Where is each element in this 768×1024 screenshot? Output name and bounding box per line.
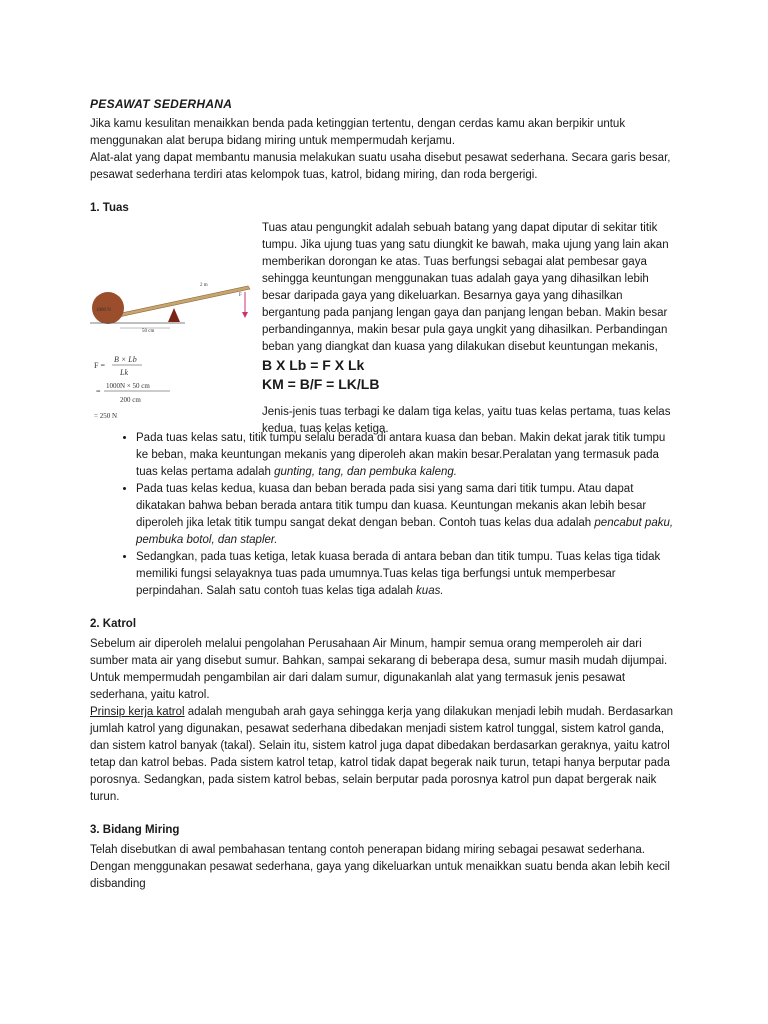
section-heading-katrol: 2. Katrol [90, 618, 137, 630]
force-arrowhead-icon [242, 312, 248, 318]
katrol-paragraph-2-text: adalah mengubah arah gaya sehingga kerja yang dilakukan menjadi lebih mudah. Berdasarkan jumlah katrol yang digunakan, pesawat sederhana dibedakan menjadi sistem katrol tunggal, sistem katrol ganda, dan sistem katrol banyak (takal). Selain itu, sistem katrol juga dapat dibedakan berdasarkan geraknya, yaitu katrol tetap dan katrol bebas. Pada sistem katrol tetap, katrol tidak dapat begerak naik turun, tetapi hanya berputar pada porosnya. Sedangkan, pada sistem katrol bebas, selain berputar pada porosnya katrol pun dapat bergerak naik turun. [90, 706, 674, 803]
document-page [90, 96, 680, 893]
lever-figure [90, 248, 260, 428]
bullet-examples: pencabut paku, pembuka botol, dan stapler. [136, 517, 674, 546]
tuas-block [90, 220, 680, 435]
bullet-examples: gunting, tang, dan pembuka kaleng. [274, 466, 457, 478]
section-heading-tuas: 1. Tuas [90, 202, 129, 214]
calc-line1-num: B × Lb [114, 355, 137, 364]
calc-result: = 250 N [94, 412, 118, 420]
calc-line1-den: Lk [120, 368, 128, 377]
short-arm-label: 50 cm [142, 329, 155, 334]
tuas-paragraph: Tuas atau pengungkit adalah sebuah batang yang dapat diputar di sekitar titik tumpu. Jika ujung tuas yang satu diungkit ke bawah, maka ujung yang lain akan memberikan dorongan ke atas. Tuas berfungsi sebagai alat pembesar gaya sehingga keuntungan menggunakan tuas adalah gaya yang dihasilkan lebih besar daripada gaya yang dikeluarkan. Besarnya gaya yang dihasilkan bergantung pada panjang lengan gaya dan panjang lengan beban. Makin besar perbandingannya, makin besar pula gaya ungkit yang dihasilkan. Perbandingan beban yang diangkat dan kuasa yang dilakukan disebut keuntungan mekanis, [262, 222, 669, 353]
calc-line2-eq: = [96, 387, 101, 396]
bullet-examples: kuas. [416, 585, 444, 597]
intro-paragraph-1: Jika kamu kesulitan menaikkan benda pada ketinggian tertentu, dengan cerdas kamu akan berpikir untuk menggunakan alat berupa bidang miring untuk mempermudah kerjamu. [90, 118, 626, 147]
calc-line2-den: 200 cm [120, 396, 141, 404]
document-title: PESAWAT SEDERHANA [90, 97, 233, 111]
intro-paragraph-2: Alat-alat yang dapat membantu manusia melakukan suatu usaha disebut pesawat sederhana. Secara garis besar, pesawat sederhana terdiri atas kelompok tuas, katrol, bidang miring, dan roda bergerigi. [90, 152, 671, 181]
tuas-class-list [90, 430, 680, 600]
bullet-text: Pada tuas kelas kedua, kuasa dan beban berada pada sisi yang sama dari titik tumpu. Atau dapat dikatakan bahwa beban berada antara titik tumpu dan kuasa. Keuntungan mekanis akan lebih besar diperoleh jika letak titik tumpu sangat dekat dengan beban. Contoh tuas kelas dua adalah [136, 483, 647, 529]
katrol-paragraph-1: Sebelum air diperoleh melalui pengolahan Perusahaan Air Minum, hampir semua orang memperoleh air dari sumber mata air yang disebut sumur. Bahkan, sampai sekarang di beberapa desa, sumur masih mudah dijumpai. Untuk mempermudah pengambilan air dari dalam sumur, digunakanlah alat yang termasuk jenis pesawat sederhana, yaitu katrol. [90, 638, 668, 701]
katrol-link[interactable]: Prinsip kerja katrol [90, 706, 185, 718]
bidang-miring-paragraph: Telah disebutkan di awal pembahasan tentang contoh penerapan bidang miring sebagai pesawat sederhana. Dengan menggunakan pesawat sederhana, gaya yang dikeluarkan untuk menaikkan suatu benda akan lebih kecil disbanding [90, 844, 670, 890]
bullet-text: Pada tuas kelas satu, titik tumpu selalu berada di antara kuasa dan beban. Makin dekat jarak titik tumpu ke beban, maka keuntungan mekanis yang diperoleh akan makin besar.Peralatan yang termasuk pada tuas kelas pertama adalah [136, 432, 666, 478]
tuas-text-column [262, 220, 680, 438]
force-label: F [239, 293, 242, 298]
formula-1: B X Lb = F X Lk [262, 357, 365, 373]
tuas-jenis-paragraph: Jenis-jenis tuas terbagi ke dalam tiga kelas, yaitu tuas kelas pertama, tuas kelas kedua, tuas kelas ketiga. [262, 406, 671, 435]
list-item [136, 481, 680, 549]
long-arm-label: 2 m [200, 283, 208, 288]
section-heading-bidang-miring: 3. Bidang Miring [90, 824, 180, 836]
calc-line1-lhs: F = [94, 361, 105, 370]
bullet-text: Sedangkan, pada tuas ketiga, letak kuasa berada di antara beban dan titik tumpu. Tuas kelas tiga tidak memiliki fungsi selayaknya tuas pada umumnya.Tuas kelas tiga berfungsi untuk memperbesar perpindahan. Salah satu contoh tuas kelas tiga adalah [136, 551, 661, 597]
list-item [136, 549, 680, 600]
calc-line2-num: 1000N × 50 cm [106, 382, 150, 390]
katrol-paragraph-2 [90, 704, 680, 806]
formula-2: KM = B/F = LK/LB [262, 376, 380, 392]
lever-diagram [90, 248, 260, 428]
fulcrum [168, 308, 180, 322]
load-label: 1000 N [96, 308, 111, 313]
